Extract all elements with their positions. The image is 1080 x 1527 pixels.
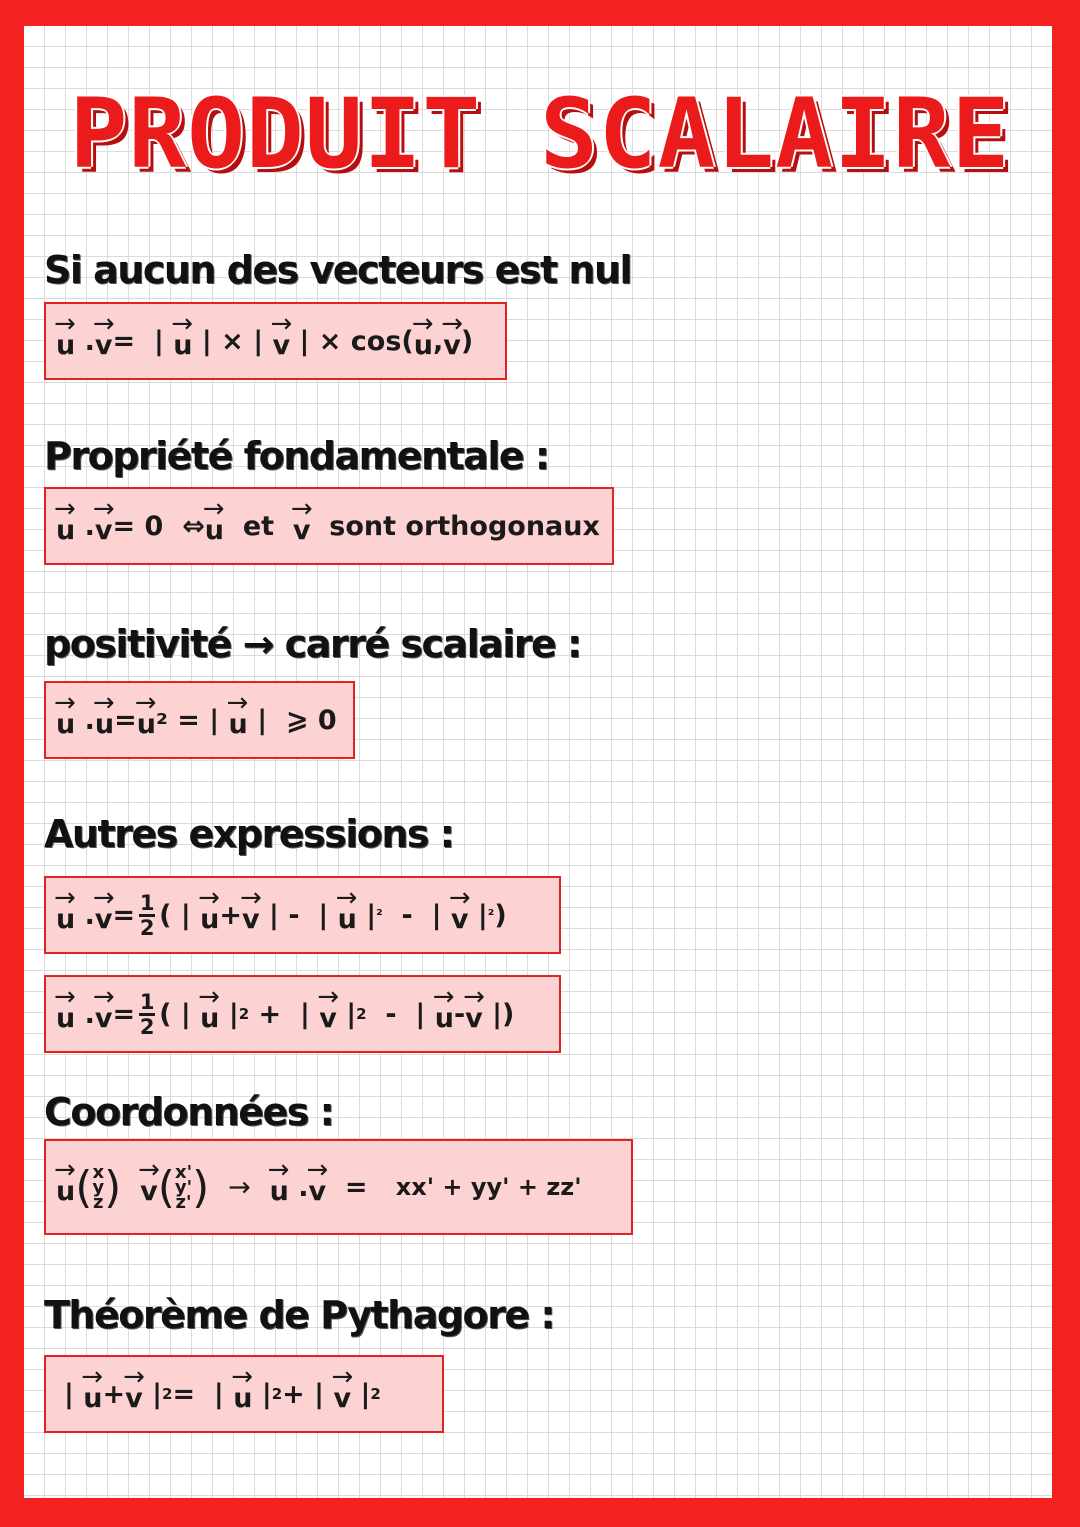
vec-u: → u bbox=[205, 507, 224, 546]
numerator: 1 bbox=[139, 989, 155, 1014]
equals: = bbox=[112, 899, 136, 931]
abs-bar: | bbox=[314, 1378, 325, 1410]
vec-v: → v bbox=[333, 1375, 351, 1414]
paren-close: ) bbox=[502, 998, 515, 1030]
equals: = bbox=[112, 325, 136, 357]
vec-u: → u bbox=[56, 507, 75, 546]
vec-u: → u bbox=[414, 322, 433, 361]
vec-v: → v bbox=[95, 322, 113, 361]
vec-u: → u bbox=[173, 322, 192, 361]
times: × bbox=[318, 325, 342, 357]
abs-bar: | bbox=[153, 325, 164, 357]
abs-bar: | bbox=[209, 704, 220, 736]
vec-u: → u bbox=[270, 1168, 289, 1207]
coordinate-result: xx' + yy' + zz' bbox=[395, 1173, 582, 1201]
abs-bar: | bbox=[180, 998, 191, 1030]
formula-coordinates bbox=[44, 1139, 633, 1235]
heading-pythagoras: Théorème de Pythagore : bbox=[44, 1293, 555, 1337]
grid-paper bbox=[24, 26, 1052, 1498]
equals: = bbox=[112, 998, 136, 1030]
abs-bar: | bbox=[261, 1378, 272, 1410]
equals-zero: = 0 bbox=[112, 510, 164, 542]
paren-open: ( bbox=[157, 1161, 175, 1213]
square: 2 bbox=[271, 1385, 283, 1403]
dot: . bbox=[298, 1171, 309, 1203]
vec-u: → u bbox=[200, 896, 219, 935]
minus: - bbox=[453, 998, 466, 1030]
paren-close: ) bbox=[460, 325, 474, 357]
heading-fundamental-property: Propriété fondamentale : bbox=[44, 434, 549, 478]
abs-bar: | bbox=[201, 325, 212, 357]
dot: . bbox=[84, 325, 95, 357]
paren-open: ( bbox=[159, 899, 172, 931]
vec-v: → v bbox=[125, 1375, 143, 1414]
plus: + bbox=[219, 899, 243, 931]
square: 2 bbox=[356, 1005, 367, 1023]
abs-bar: | bbox=[318, 899, 329, 931]
abs-bar: | bbox=[299, 325, 310, 357]
equals: = bbox=[172, 1378, 196, 1410]
abs-bar: | bbox=[180, 899, 191, 931]
heading-other-expressions: Autres expressions : bbox=[44, 812, 454, 856]
abs-bar: | bbox=[299, 998, 310, 1030]
abs-bar: | bbox=[415, 998, 426, 1030]
paren-close: ) bbox=[104, 1161, 122, 1213]
paren-close: ) bbox=[192, 1161, 210, 1213]
plus: + bbox=[282, 1378, 305, 1410]
comma: , bbox=[433, 325, 444, 357]
formula-pythagoras bbox=[44, 1355, 444, 1433]
equals: = bbox=[114, 704, 137, 736]
coord-y: y bbox=[92, 1176, 105, 1198]
coord-x: x bbox=[92, 1161, 105, 1183]
vec-u: → u bbox=[56, 1168, 75, 1207]
equals: = bbox=[344, 1171, 368, 1203]
abs-bar: | bbox=[492, 998, 503, 1030]
paren-close: ) bbox=[494, 899, 507, 931]
coords-u bbox=[92, 1161, 105, 1213]
abs-bar: | bbox=[253, 325, 264, 357]
minus: - bbox=[401, 899, 413, 931]
equals: = bbox=[177, 704, 200, 736]
denominator: 2 bbox=[139, 1014, 155, 1039]
vec-u: → u bbox=[56, 995, 75, 1034]
dot: . bbox=[84, 998, 95, 1030]
abs-bar: | bbox=[228, 998, 239, 1030]
abs-bar: | bbox=[152, 1378, 163, 1410]
abs-bar: | bbox=[269, 899, 279, 931]
abs-bar: | bbox=[257, 704, 268, 736]
abs-bar: | bbox=[366, 899, 377, 931]
vec-v: → v bbox=[465, 995, 483, 1034]
vec-v: → v bbox=[242, 896, 260, 935]
vec-v: → v bbox=[95, 995, 113, 1034]
times: × bbox=[221, 325, 244, 357]
vec-u: → u bbox=[229, 701, 248, 740]
denominator: 2 bbox=[139, 915, 155, 940]
vec-v: → v bbox=[443, 322, 461, 361]
coord-x-prime: x' bbox=[174, 1161, 193, 1183]
dot: . bbox=[84, 510, 95, 542]
formula-polarization-2 bbox=[44, 975, 561, 1053]
arrow: → bbox=[228, 1171, 251, 1203]
word-et: et bbox=[242, 510, 275, 542]
vec-v: → v bbox=[140, 1168, 158, 1207]
square: 2 bbox=[238, 1005, 250, 1023]
page-title: PRODUIT SCALAIRE bbox=[69, 78, 1011, 190]
minus: - bbox=[385, 998, 397, 1030]
text-orthogonal: sont orthogonaux bbox=[329, 510, 600, 542]
vec-u: → u bbox=[338, 896, 357, 935]
abs-bar: | bbox=[346, 998, 357, 1030]
plus: + bbox=[102, 1378, 126, 1410]
vec-u: → u bbox=[95, 701, 114, 740]
vec-u: → u bbox=[56, 701, 75, 740]
plus: + bbox=[258, 998, 282, 1030]
heading-coordinates: Coordonnées : bbox=[44, 1090, 334, 1134]
paren-open: ( bbox=[75, 1161, 93, 1213]
heading-nonzero-vectors: Si aucun des vecteurs est nul bbox=[44, 248, 632, 292]
vec-u: → u bbox=[83, 1375, 102, 1414]
square: 2 bbox=[370, 1385, 381, 1403]
vec-u: → u bbox=[56, 896, 75, 935]
cos: cos( bbox=[350, 325, 414, 357]
fraction-half bbox=[139, 890, 155, 940]
coord-z: z bbox=[93, 1191, 104, 1213]
formula-cosine bbox=[44, 302, 507, 380]
dot: . bbox=[84, 704, 95, 736]
vec-u: → u bbox=[233, 1375, 252, 1414]
square: 2 bbox=[162, 1385, 173, 1403]
abs-bar: | bbox=[360, 1378, 371, 1410]
vec-v: → v bbox=[272, 322, 290, 361]
vec-v: → v bbox=[293, 507, 311, 546]
abs-bar: | bbox=[477, 899, 488, 931]
minus: - bbox=[288, 899, 300, 931]
vec-v: → v bbox=[95, 507, 113, 546]
formula-scalar-square bbox=[44, 681, 355, 759]
vec-u: → u bbox=[200, 995, 219, 1034]
vec-v: → v bbox=[308, 1168, 326, 1207]
square: ² bbox=[376, 906, 383, 924]
dot: . bbox=[84, 899, 95, 931]
vec-u-squared: → u² bbox=[137, 701, 168, 740]
vec-u: → u bbox=[56, 322, 75, 361]
geq-zero: ⩾ 0 bbox=[285, 704, 337, 736]
heading-positivity: positivité → carré scalaire : bbox=[44, 622, 581, 666]
formula-polarization-1 bbox=[44, 876, 561, 954]
fraction-half bbox=[139, 989, 155, 1039]
vec-v: → v bbox=[319, 995, 337, 1034]
coord-z-prime: z' bbox=[175, 1191, 192, 1213]
vec-v: → v bbox=[451, 896, 469, 935]
paren-open: ( bbox=[159, 998, 172, 1030]
abs-bar: | bbox=[213, 1378, 224, 1410]
abs-bar: | bbox=[431, 899, 442, 931]
vec-u: → u bbox=[435, 995, 454, 1034]
coord-y-prime: y' bbox=[174, 1176, 193, 1198]
formula-orthogonal bbox=[44, 487, 614, 565]
vec-v: → v bbox=[95, 896, 113, 935]
equivalence: ⇔ bbox=[182, 510, 205, 542]
abs-bar: | bbox=[64, 1378, 74, 1410]
square: ² bbox=[487, 906, 495, 924]
coords-v bbox=[174, 1161, 193, 1213]
numerator: 1 bbox=[139, 890, 155, 915]
